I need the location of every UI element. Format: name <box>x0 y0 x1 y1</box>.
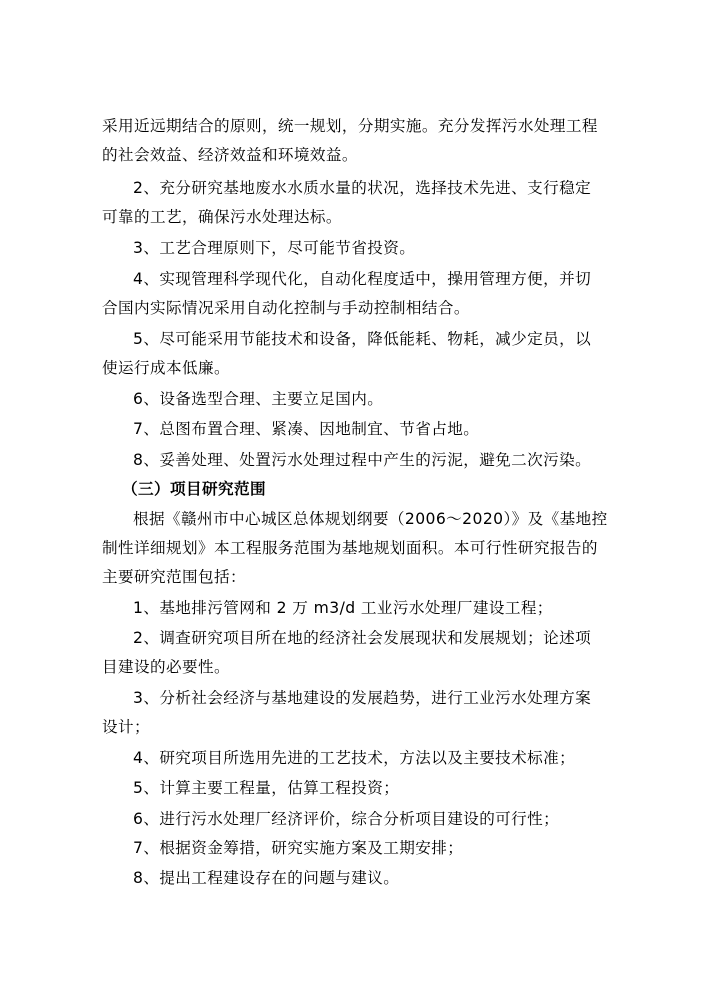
section-heading: （三）项目研究范围 <box>122 480 266 498</box>
scope-item-3: 3、分析社会经济与基地建设的发展趋势，进行工业污水处理方案 <box>133 689 592 707</box>
body-line: 目建设的必要性。 <box>102 658 230 676</box>
body-line: 的社会效益、经济效益和环境效益。 <box>102 146 358 164</box>
scope-item-6: 6、进行污水处理厂经济评价，综合分析项目建设的可行性； <box>133 810 560 828</box>
scope-item-8: 8、提出工程建设存在的问题与建议。 <box>133 869 400 887</box>
scope-item-4: 4、研究项目所选用先进的工艺技术，方法以及主要技术标准； <box>133 749 576 767</box>
paragraph-start: 根据《赣州市中心城区总体规划纲要（2006～2020）》及《基地控 <box>133 510 608 528</box>
body-line: 制性详细规划》本工程服务范围为基地规划面积。本可行性研究报告的 <box>102 539 598 557</box>
body-line: 可靠的工艺，确保污水处理达标。 <box>102 208 342 226</box>
list-item-2: 2、充分研究基地废水水质水量的状况，选择技术先进、支行稳定 <box>133 179 592 197</box>
body-line: 使运行成本低廉。 <box>102 359 230 377</box>
body-line: 合国内实际情况采用自动化控制与手动控制相结合。 <box>102 299 470 317</box>
body-line: 主要研究范围包括： <box>102 568 246 586</box>
list-item-3: 3、工艺合理原则下，尽可能节省投资。 <box>133 239 416 257</box>
scope-item-7: 7、根据资金筹措，研究实施方案及工期安排； <box>133 839 464 857</box>
body-line: 设计； <box>102 718 150 736</box>
scope-item-2: 2、调查研究项目所在地的经济社会发展现状和发展规划；论述项 <box>133 629 592 647</box>
list-item-4: 4、实现管理科学现代化，自动化程度适中，操用管理方便，并切 <box>133 270 592 288</box>
list-item-8: 8、妥善处理、处置污水处理过程中产生的污泥，避免二次污染。 <box>133 451 592 469</box>
body-line: 采用近远期结合的原则，统一规划，分期实施。充分发挥污水处理工程 <box>102 117 598 135</box>
list-item-6: 6、设备选型合理、主要立足国内。 <box>133 390 384 408</box>
scope-item-5: 5、计算主要工程量，估算工程投资； <box>133 779 400 797</box>
list-item-5: 5、尽可能采用节能技术和设备，降低能耗、物耗，减少定员，以 <box>133 330 592 348</box>
scope-item-1: 1、基地排污管网和 2 万 m3/d 工业污水处理厂建设工程； <box>133 599 553 617</box>
list-item-7: 7、总图布置合理、紧凑、因地制宜、节省占地。 <box>133 420 480 438</box>
